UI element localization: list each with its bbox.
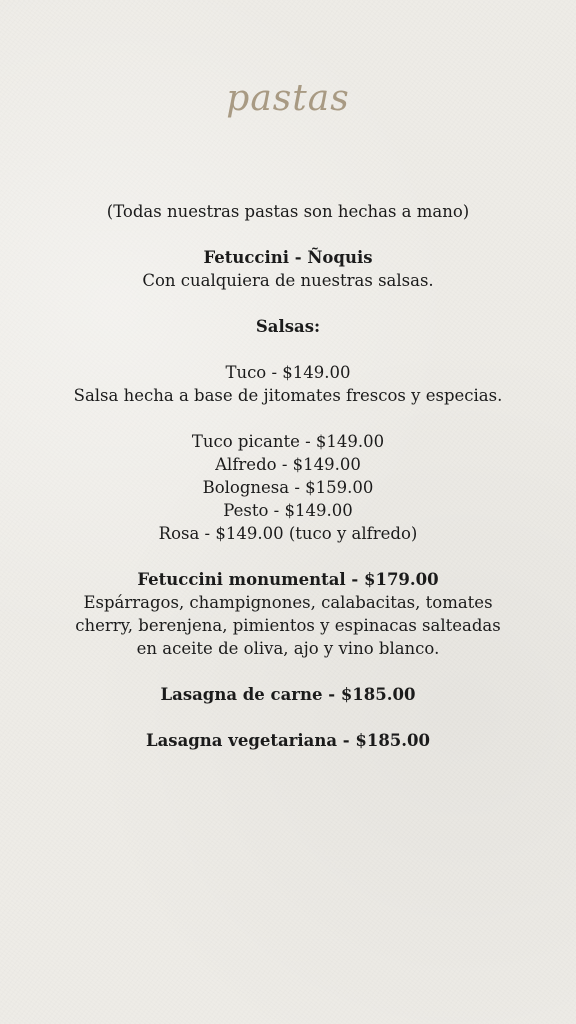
item-fetuccini-monumental-name: Fetuccini monumental - $179.00 (137, 570, 439, 589)
salsa-rosa: Rosa - $149.00 (tuco y alfredo) (158, 524, 418, 543)
salsa-tuco-picante: Tuco picante - $149.00 (191, 432, 385, 451)
intro-note: (Todas nuestras pastas son hechas a mano) (106, 202, 470, 221)
item-fetuccini-monumental-description-line: cherry, berenjena, pimientos y espinacas salteadas (75, 616, 501, 635)
item-fetuccini-noquis-name: Fetuccini - Ñoquis (203, 248, 373, 267)
item-lasagna-carne: Lasagna de carne - $185.00 (160, 685, 416, 704)
menu-content (20, 200, 556, 752)
item-fetuccini-noquis-description: Con cualquiera de nuestras salsas. (142, 271, 434, 290)
salsa-pesto: Pesto - $149.00 (223, 501, 353, 520)
salsa-bolognesa: Bolognesa - $159.00 (202, 478, 374, 497)
item-fetuccini-monumental-description-line: Espárragos, champignones, calabacitas, tomates (83, 593, 493, 612)
item-lasagna-vegetariana: Lasagna vegetariana - $185.00 (146, 731, 430, 750)
salsa-alfredo: Alfredo - $149.00 (215, 455, 361, 474)
page-title: pastas (226, 78, 350, 119)
salsa-tuco: Tuco - $149.00 (225, 363, 351, 382)
salsas-heading: Salsas: (255, 317, 321, 336)
salsa-tuco-description: Salsa hecha a base de jitomates frescos y especias. (73, 386, 503, 405)
item-fetuccini-monumental-description-line: en aceite de oliva, ajo y vino blanco. (136, 639, 440, 658)
